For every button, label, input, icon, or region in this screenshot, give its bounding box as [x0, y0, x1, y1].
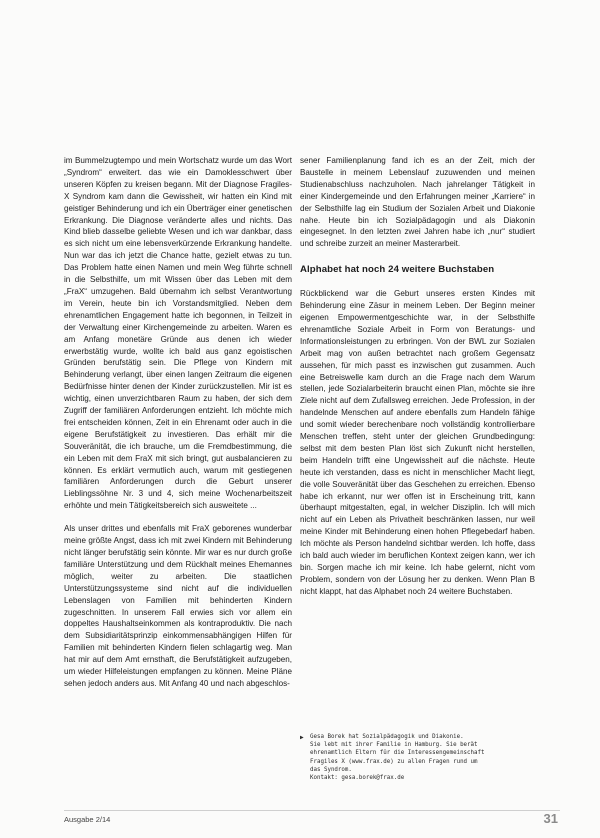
article-left-column	[64, 155, 292, 690]
article-paragraph: Rückblickend war die Geburt unseres ersten Kindes mit Behinderung eine Zäsur in meinem Leben. Der Beginn meiner eigenen Empowermentgeschichte war, in der Selbsthilfe ehrenamtliche Soziale Arbeit in Form von Beratungs- und Informationsleistungen zu erbringen. Von der BWL zur Sozialen Arbeit mag von außen betrachtet nach großem Gegensatz aussehen, für mich passt es inzwischen gut zusammen. Auch eine Betreiswelle kam durch an die Frage nach dem Warum stellen, jede Sozialarbeiterin braucht einen Plan, möchte sie ihre Ziele nicht auf dem Zufallsweg erreichen. Jede Profession, in der handelnde Menschen auf andere ebenfalls zum Handeln fähige und somit wieder berechenbare noch vollständig kontrollierbare Menschen treffen, steht unter der gleichen Grundbedingung: selbst mit dem besten Plan löst sich Zukunft nicht herstellen, beim Handeln trifft eine Ungewissheit auf die nächste. Heute heute ich verstanden, dass es nicht in menschlicher Macht liegt, die volle Souveränität über das Geschehen zu erreichen. Ebenso habe ich erkannt, nur wer offen ist in Erscheinung tritt, kann überhaupt mitgestalten, egal, in welcher Disziplin. Ich will mich nicht auf ein Leben als Privatheit beschränken lassen, nur weil meine Kinder mit Behinderung einen hohen Pflegebedarf haben. Ich möchte als Person handelnd sichtbar werden. Ich hoffe, dass ich bald auch wieder im beruflichen Kontext zeigen kann, wer ich bin. Sorgen mache ich mir keine. Ich habe gelernt, nicht vom Problem, sondern von der Lösung her zu denken. Wenn Plan B nicht klappt, hat das Alphabet noch 24 weitere Buchstaben.	[300, 289, 535, 596]
issue-label: Ausgabe 2/14	[64, 815, 111, 824]
article-paragraph: sener Familienplanung fand ich es an der Zeit, mich der Baustelle in meinem Lebenslauf zuzuwenden und meinen Studienabschluss nachzuholen. Nach jahrelanger Tätigkeit in einer Kindergemeinde und den Erfahrungen meiner „Karriere“ in der Selbsthilfe lag ein Studium der Sozialen Arbeit und Diakonie nahe. Heute bin ich Sozialpädagogin und als Diakonin eingesegnet. In den letzten zwei Jahren habe ich „nur“ studiert und schreibe zurzeit an meiner Masterarbeit.	[300, 156, 535, 249]
article-paragraph: Als unser drittes und ebenfalls mit FraX geborenes wunderbar meine größte Angst, dass ich mit zwei Kindern mit Behinderung nicht länger berufstätig sein könnte. Mir war es nur durch große familiäre Unterstützung und dem Rückhalt meines Ehemannes möglich, weiter zu arbeiten. Die staatlichen Unterstützungssysteme sind nicht auf die individuellen Lebenslagen von Familien mit behinderten Kindern zugeschnitten. In unserem Fall erwies sich vor allem ein doppeltes Haushaltseinkommen als kontraproduktiv. Die nach dem Subsidiaritätsprinzip einkommensabhängigen Hilfen für Familien mit behinderten Kindern fielen schlagartig weg. Man hat mir auf dem Amt ernsthaft, die Berufstätigkeit aufzugeben, um wieder Hilfeleistungen empfangen zu können. Meine Pläne sehen jedoch anders aus. Mit Anfang 40 und nach abgeschlos-	[64, 524, 292, 688]
author-bio-text: Gesa Borek hat Sozialpädagogik und Diakonie. Sie lebt mit ihrer Familie in Hamburg. Sie berät ehrenamtlich Eltern für die Interessengemeinschaft Fragiles X (www.frax.de) zu allen Fragen rund um das Syndrom. Kontakt: gesa.borek@frax.de	[310, 734, 485, 782]
article-right-column	[300, 155, 535, 598]
article-paragraph: im Bummelzugtempo und mein Wortschatz wurde um das Wort „Syndrom“ erweitert. das wie ein Damoklesschwert über unseren Köpfen zu kreisen begann. Mit der Diagnose Fragiles-X Syndrom kam dann die Gewissheit, wir hatten ein Kind mit geistiger Behinderung und ich ein Überträger einer genetischen Erkrankung. Die Diagnose veränderte alles und nichts. Das Kind blieb dasselbe geliebte Wesen und ich war dankbar, dass es sich nicht um eine lebensverkürzende Erkrankung handelte. Nun war das ich jetzt die Chance hatte, gezielt etwas zu tun. Das Problem hatte einen Namen und mein Weg führte schnell in die Selbsthilfe, um mit Wissen über das Leben mit dem „FraX“ umzugehen. Bald übernahm ich selbst Verantwortung im Verein, heute bin ich Vorstandsmitglied. Neben dem ehrenamtlichen Engagement hatte ich begonnen, in Teilzeit in der Verwaltung einer Kirchengemeinde zu arbeiten. Waren es am Anfang monetäre Gründe aus denen ich wieder erwerbstätig wurde, wollte ich bald aus ganz egoistischen Gründen berufstätig sein. Die Pflege von Kindern mit Behinderung verlangt, über einen langen Zeitraum die eigenen Bedürfnisse hinter denen der Kinder zurückzustellen. Mir ist es wichtig, einen unverzichtbaren Raum zu haben, der sich dem Zugriff der familiären Anforderungen entzieht. Ich möchte mich frei entscheiden können, Zeit in ein Ehrenamt oder auch in die eigene Berufstätigkeit zu investieren. Das erhält mir die Souveränität, die ich brauche, um die Fremdbestimmung, die ein Leben mit dem FraX mit sich bringt, gut ausbalancieren zu können. Es erklärt vermutlich auch, warum mit gestiegenen familiären Anforderungen durch die Geburt unserer Lieblingssöhne Nr. 3 und 4, sich meine Wochenarbeitszeit erhöhte und mein Tätigkeitsbereich sich ausweitete ...	[64, 156, 292, 511]
section-heading: Alphabet hat noch 24 weitere Buchstaben	[300, 264, 495, 276]
page-number: 31	[543, 811, 558, 826]
footer-divider	[64, 810, 560, 811]
triangle-marker-icon: ▶	[300, 734, 304, 741]
author-bio	[300, 733, 500, 782]
